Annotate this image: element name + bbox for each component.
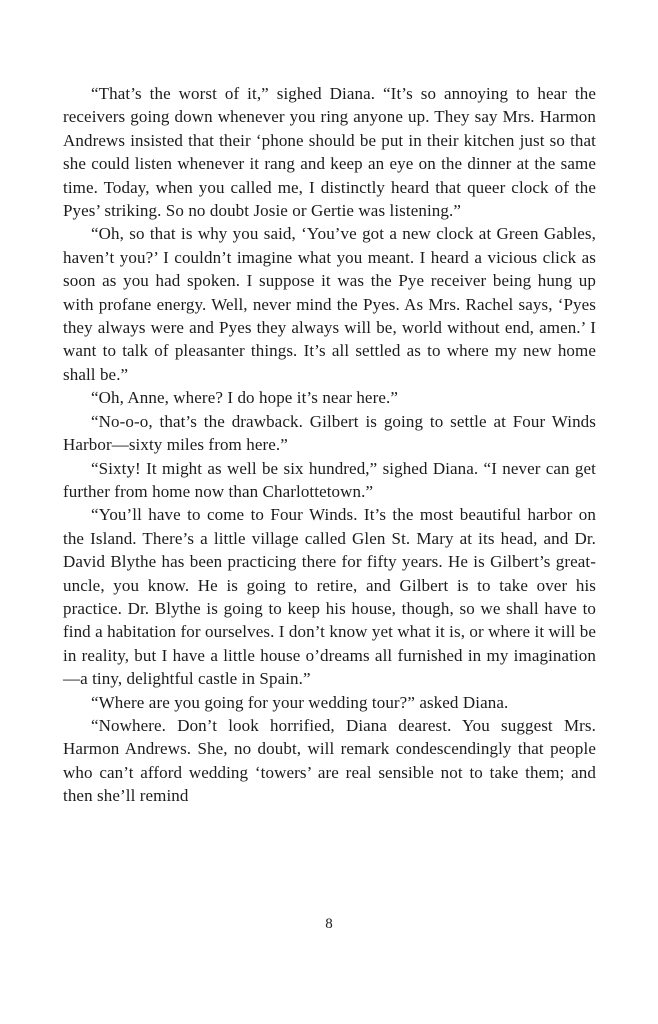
paragraph: “That’s the worst of it,” sighed Diana. “It’s so annoying to hear the receivers going down whenever you ring anyone up. They say Mrs. Harmon Andrews insisted that their ‘phone should be put in their kitchen just so that she could listen whenever it rang and keep an eye on the dinner at the same time. Today, when you called me, I distinctly heard that queer clock of the Pyes’ striking. So no doubt Josie or Gertie was listening.” — [63, 84, 596, 221]
paragraph: “Sixty! It might as well be six hundred,” sighed Diana. “I never can get further from home now than Charlottetown.” — [63, 458, 596, 501]
page-text — [63, 82, 596, 808]
paragraph: “No-o-o, that’s the drawback. Gilbert is going to settle at Four Winds Harbor—sixty miles from here.” — [63, 411, 596, 455]
paragraph: “Where are you going for your wedding tour?” asked Diana. — [91, 692, 509, 712]
paragraph: “Oh, Anne, where? I do hope it’s near here.” — [91, 388, 398, 408]
paragraph: “Nowhere. Don’t look horrified, Diana dearest. You suggest Mrs. Harmon Andrews. She, no doubt, will remark condescendingly that people who can’t afford wedding ‘towers’ are real sensible not to take them; and then she’ll remind — [63, 715, 596, 806]
paragraph: “You’ll have to come to Four Winds. It’s the most beautiful harbor on the Island. There’s a little village called Glen St. Mary at its head, and Dr. David Blythe has been practicing there for fifty years. He is Gilbert’s great-uncle, you know. He is going to retire, and Gilbert is to take over his practice. Dr. Blythe is going to keep his house, though, so we shall have to find a habitation for ourselves. I don’t know yet what it is, or where it will be in reality, but I have a little house o’dreams all furnished in my imagination—a tiny, delightful castle in Spain.” — [63, 505, 596, 689]
paragraph: “Oh, so that is why you said, ‘You’ve got a new clock at Green Gables, haven’t you?’ I couldn’t imagine what you meant. I heard a vicious click as soon as you had spoken. I suppose it was the Pye receiver being hung up with profane energy. Well, never mind the Pyes. As Mrs. Rachel says, ‘Pyes they always were and Pyes they always will be, world without end, amen.’ I want to talk of pleasanter things. It’s all settled as to where my new home shall be.” — [63, 224, 596, 384]
page-number: 8 — [325, 916, 333, 932]
